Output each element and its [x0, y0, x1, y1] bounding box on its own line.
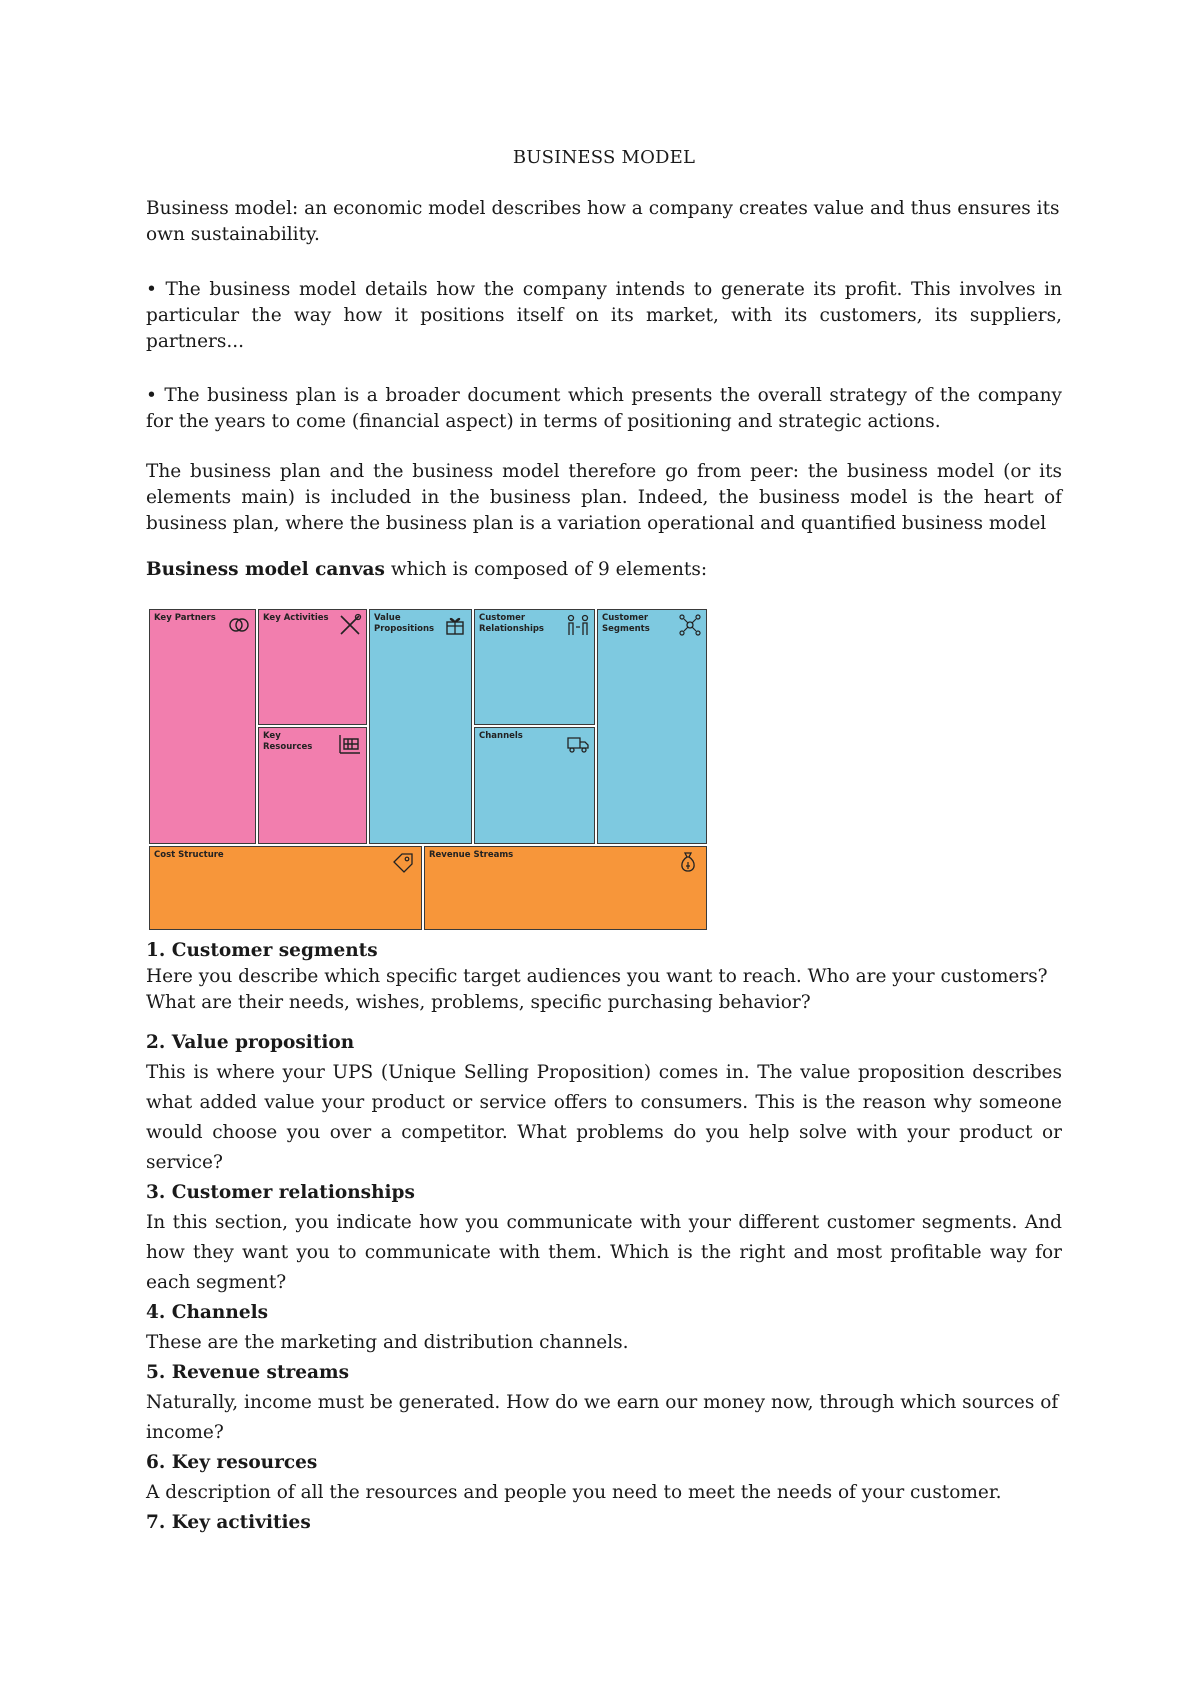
tools-icon	[338, 613, 362, 637]
channels-label: Channels	[479, 731, 523, 741]
channels-block	[474, 727, 595, 844]
truck-icon	[566, 731, 590, 755]
section-key-resources	[146, 1448, 1062, 1508]
section-key-activities	[146, 1508, 1062, 1538]
section-text: These are the marketing and distribution channels.	[146, 1332, 629, 1353]
section-title: 5. Revenue streams	[146, 1362, 349, 1383]
section-title: 7. Key activities	[146, 1512, 311, 1533]
section-text: A description of all the resources and people you need to meet the needs of your customer.	[146, 1482, 1002, 1503]
cost-structure-block	[149, 846, 422, 930]
section-value-proposition	[146, 1028, 1062, 1178]
section-revenue-streams	[146, 1358, 1062, 1448]
section-text: Here you describe which specific target audiences you want to reach. Who are your customers? What are their needs, wishes, problems, specific purchasing behavior?	[146, 966, 1048, 1013]
page-title: BUSINESS MODEL	[512, 147, 696, 168]
section-title: 4. Channels	[146, 1302, 269, 1323]
value-propositions-label: Value Propositions	[374, 613, 435, 634]
customer-relationships-label: Customer Relationships	[479, 613, 544, 634]
value-propositions-block	[369, 609, 472, 844]
section-customer-relationships	[146, 1178, 1062, 1298]
customer-segments-block	[597, 609, 707, 844]
gift-icon	[443, 613, 467, 637]
bullet-business-plan: • The business plan is a broader document which presents the overall strategy of the company for the years to come (financial aspect) in terms of positioning and strategic actions.	[146, 385, 1062, 432]
money-bag-icon	[676, 850, 700, 874]
customer-relationships-block	[474, 609, 595, 725]
canvas-intro	[146, 557, 1062, 583]
key-activities-block	[258, 609, 367, 725]
revenue-streams-label: Revenue Streams	[429, 850, 514, 860]
link-icon	[227, 613, 251, 637]
factory-icon	[338, 731, 362, 755]
revenue-streams-block	[424, 846, 707, 930]
key-partners-block	[149, 609, 256, 844]
network-icon	[678, 613, 702, 637]
section-title: 1. Customer segments	[146, 940, 378, 961]
business-plan-paragraph: The business plan and the business model therefore go from peer: the business model (or its elements main) is included in the business plan. Indeed, the business model is the heart of business plan, where the business plan is a variation operational and quantified business model	[146, 461, 1062, 534]
people-icon	[566, 613, 590, 637]
canvas-intro-rest: which is composed of 9 elements:	[384, 559, 708, 580]
price-tag-icon	[391, 850, 415, 874]
key-resources-label: Key Resources	[263, 731, 313, 752]
section-text: This is where your UPS (Unique Selling Proposition) comes in. The value proposition describes what added value your product or service offers to consumers. This is the reason why someone would choose you over a competitor. What problems do you help solve with your product or service?	[146, 1062, 1062, 1173]
key-partners-label: Key Partners	[154, 613, 216, 623]
section-title: 6. Key resources	[146, 1452, 318, 1473]
cost-structure-label: Cost Structure	[154, 850, 224, 860]
section-text: Naturally, income must be generated. How do we earn our money now, through which sources of income?	[146, 1392, 1059, 1443]
canvas-intro-bold: Business model canvas	[146, 559, 385, 580]
key-activities-label: Key Activities	[263, 613, 329, 623]
section-customer-segments	[146, 938, 1062, 1016]
bullet-business-model: • The business model details how the company intends to generate its profit. This involves in particular the way how it positions itself on its market, with its customers, its suppliers, partners...	[146, 279, 1062, 352]
section-title: 2. Value proposition	[146, 1032, 355, 1053]
section-title: 3. Customer relationships	[146, 1182, 415, 1203]
key-resources-block	[258, 727, 367, 844]
intro-paragraph: Business model: an economic model describes how a company creates value and thus ensures its own sustainability.	[146, 198, 1060, 245]
section-text: In this section, you indicate how you communicate with your different customer segments. And how they want you to communicate with them. Which is the right and most profitable way for each segment?	[146, 1212, 1062, 1293]
section-channels	[146, 1298, 1062, 1358]
business-model-canvas	[146, 608, 709, 930]
customer-segments-label: Customer Segments	[602, 613, 650, 634]
